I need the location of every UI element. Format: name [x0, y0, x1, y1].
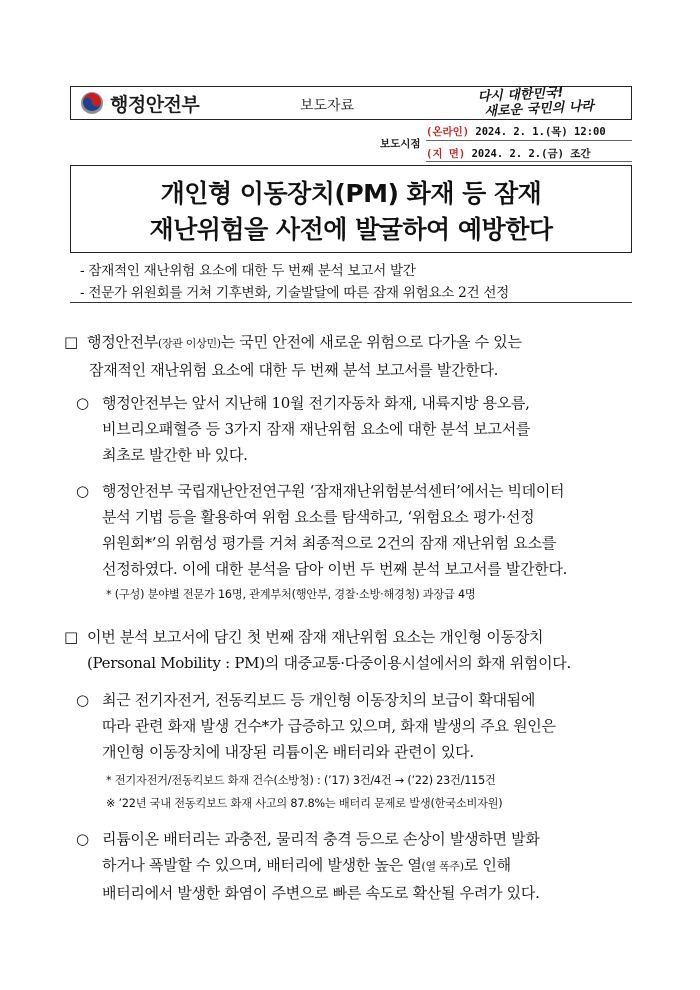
subtitle-2: - 전문가 위원회를 거쳐 기후변화, 기술발달에 따른 잠재 위험요소 2건 선정	[80, 285, 509, 301]
section-2-paragraph	[87, 624, 571, 676]
text-line: 행정안전부는 앞서 지난해 10월 전기자동차 화재, 내륙지방 용오름,	[102, 394, 530, 412]
subtitle-divider	[70, 302, 632, 303]
footnote: * (구성) 분야별 전문가 16명, 관계부처(행안부, 경찰·소방·해경청) 과장급 4명	[106, 588, 476, 601]
paragraph-4	[102, 826, 540, 906]
bullet-marker: ○	[76, 394, 90, 412]
paragraph-1	[102, 390, 530, 468]
doc-type-label: 보도자료	[300, 98, 355, 114]
text-line	[102, 852, 540, 880]
text-span: 행정안전부	[87, 333, 158, 351]
bullet-marker: ○	[76, 830, 90, 848]
text-line	[87, 329, 522, 357]
text-span: 하거나 폭발할 수 있으며, 배터리에 발생한 높은 열	[102, 856, 422, 874]
bullet-marker: ○	[76, 482, 90, 500]
footnote: * 전기자전거/전동킥보드 화재 건수(소방청) : (’17) 3건/4건 → (’22) 23건/115건	[106, 774, 496, 787]
text-line: 최근 전기자전거, 전동킥보드 등 개인형 이동장치의 보급이 확대됨에	[102, 691, 536, 709]
text-line: (Personal Mobility : PM)의 대중교통·다중이용시설에서의 화재 위험이다.	[87, 654, 571, 672]
text-span: 로 인해	[463, 856, 511, 874]
release-print-date: 2024. 2. 2.(금) 조간	[471, 148, 591, 160]
headline-line-1: 개인형 이동장치(PM) 화재 등 잠재	[160, 179, 542, 208]
text-line: 이번 분석 보고서에 담긴 첫 번째 잠재 재난위험 요소는 개인형 이동장치	[87, 628, 544, 646]
text-line: 선정하였다. 이에 대한 분석을 담아 이번 두 번째 분석 보고서를 발간한다.	[102, 560, 568, 578]
headline-line-2: 재난위험을 사전에 발굴하여 예방한다	[149, 215, 553, 244]
subtitle-1: - 잠재적인 재난위험 요소에 대한 두 번째 분석 보고서 발간	[80, 263, 416, 279]
org-name: 행정안전부	[110, 93, 200, 116]
release-print-row	[426, 146, 591, 161]
release-time-label: 보도시점	[380, 138, 421, 150]
text-line: 최초로 발간한 바 있다.	[102, 446, 248, 464]
text-line: 개인형 이동장치에 내장된 리튬이온 배터리와 관련이 있다.	[102, 743, 474, 761]
section-marker: □	[64, 628, 79, 646]
release-print-tag: (지 면)	[426, 148, 466, 160]
text-line: 위원회*’의 위험성 평가를 거쳐 최종적으로 2건의 잠재 재난위험 요소를	[102, 534, 556, 552]
ministry-logo	[80, 90, 199, 116]
text-span: 는 국민 안전에 새로운 위험으로 다가올 수 있는	[220, 333, 522, 351]
text-line: 분석 기법 등을 활용하여 위험 요소를 탐색하고, ‘위험요소 평가·선정	[102, 508, 535, 526]
text-line: 비브리오패혈증 등 3가지 잠재 재난위험 요소에 대한 분석 보고서를	[102, 420, 531, 438]
release-online-tag: (온라인)	[426, 126, 470, 138]
release-online-row	[426, 124, 606, 139]
text-line: 따라 관련 화재 발생 건수*가 급증하고 있으며, 화재 발생의 주요 원인은	[102, 717, 556, 735]
text-line: 배터리에서 발생한 화염이 주변으로 빠른 속도로 확산될 우려가 있다.	[102, 884, 540, 902]
paragraph-3	[102, 687, 556, 765]
taegeuk-emblem-icon	[80, 91, 104, 115]
text-line: 잠재적인 재난위험 요소에 대한 두 번째 분석 보고서를 발간한다.	[89, 361, 499, 379]
text-line: 행정안전부 국립재난안전연구원 ‘잠재재난위험분석센터’에서는 빅데이터	[102, 482, 565, 500]
release-online-date: 2024. 2. 1.(목) 12:00	[475, 126, 606, 138]
paragraph-2	[102, 478, 567, 582]
text-span: (장관 이상민)	[157, 337, 221, 350]
text-span: (열 폭주)	[421, 860, 464, 873]
section-marker: □	[64, 333, 79, 351]
bullet-marker: ○	[76, 691, 90, 709]
release-divider	[426, 161, 632, 162]
release-divider	[426, 140, 632, 141]
reference-note: ※ ’22년 국내 전동킥보드 화재 사고의 87.8%는 배터리 문제로 발생(한국소비자원)	[106, 797, 503, 810]
slogan-line-1: 다시 대한민국!	[477, 85, 564, 105]
slogan-line-2: 새로운 국민의 나라	[484, 98, 595, 120]
section-1-paragraph	[87, 329, 522, 383]
text-line: 리튬이온 배터리는 과충전, 물리적 충격 등으로 손상이 발생하면 발화	[102, 830, 540, 848]
